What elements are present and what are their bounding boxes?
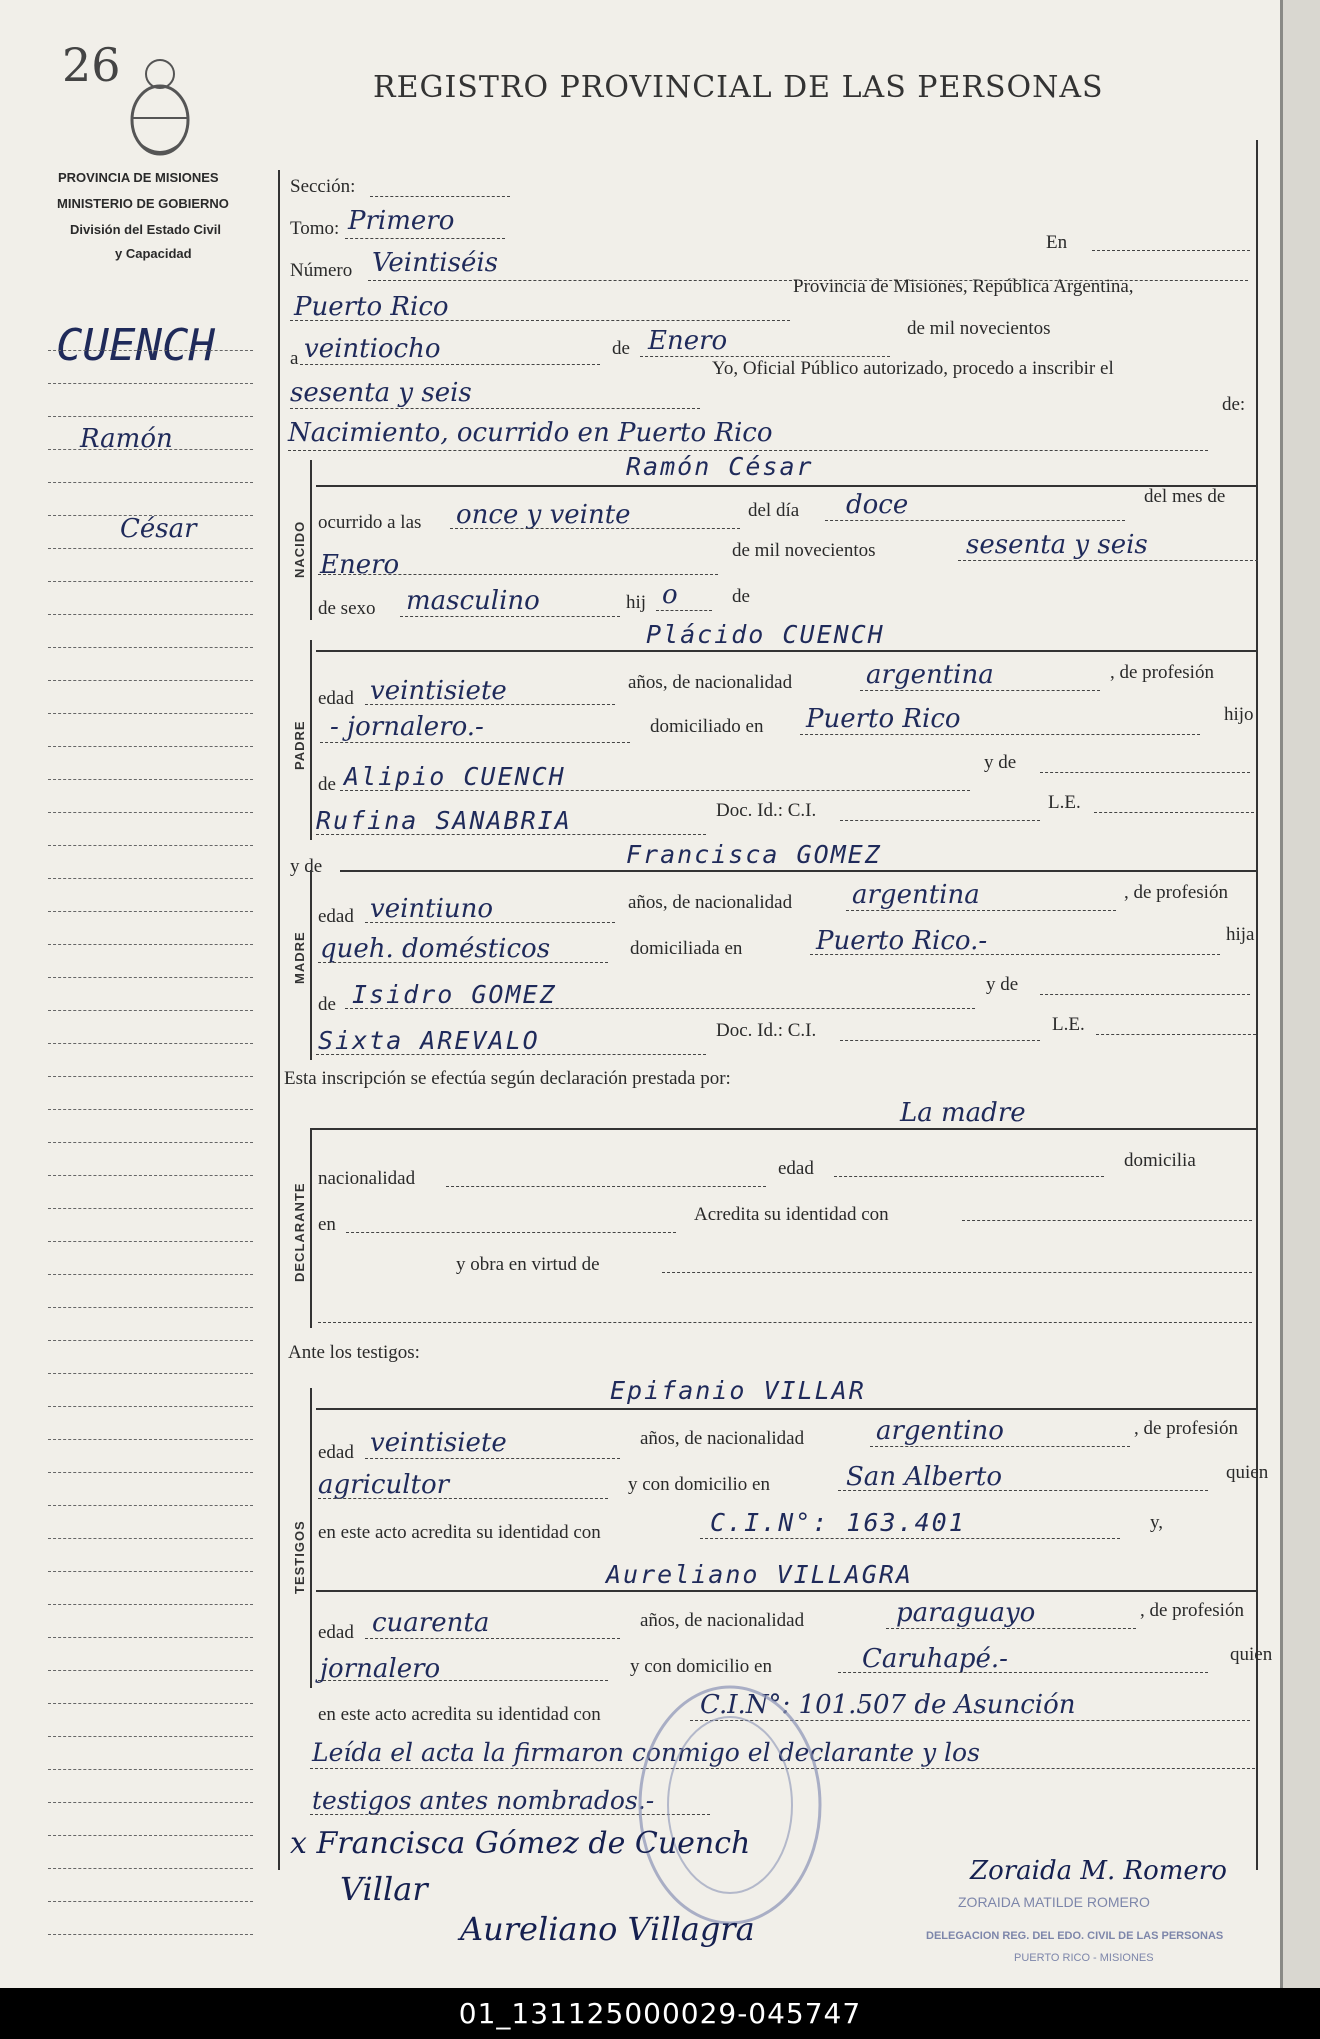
madre-y-de-label: y de — [290, 856, 323, 877]
margin-name-2: César — [120, 514, 197, 544]
org-line-1: PROVINCIA DE MISIONES — [58, 170, 219, 185]
de-colon: de: — [1222, 394, 1246, 415]
padre-de-label: de — [318, 774, 336, 795]
t2-prof: jornalero — [320, 1654, 441, 1684]
t1-y-label: y, — [1150, 1512, 1164, 1533]
page-number: 26 — [62, 38, 121, 92]
signature-oficial: Zoraida M. Romero — [970, 1856, 1227, 1886]
margin-rule — [48, 1307, 253, 1308]
testigo1-name: Epifanio VILLAR — [610, 1376, 866, 1405]
declaracion-text: Esta inscripción se efectúa según declaración prestada por: — [284, 1068, 731, 1089]
nacido-name: Ramón César — [626, 452, 814, 481]
margin-rule — [48, 1373, 253, 1374]
t1-edad-label: edad — [318, 1442, 354, 1463]
margin-rule — [48, 779, 253, 780]
margin-rule — [48, 350, 253, 351]
mes-value: Enero — [648, 326, 728, 356]
margin-rule — [48, 680, 253, 681]
padre-dom-label: domiciliado en — [650, 716, 764, 737]
t1-prof-label: , de profesión — [1134, 1418, 1238, 1439]
t1-dom-label: y con domicilio en — [628, 1474, 770, 1495]
signature-testigo-1: Villar — [340, 1870, 428, 1908]
hij-value: o — [662, 580, 678, 610]
padre-hijo-label: hijo — [1224, 704, 1254, 725]
obra-label: y obra en virtud de — [456, 1254, 600, 1275]
oficial-text: Yo, Oficial Público autorizado, procedo a inscribir el — [712, 358, 1114, 379]
testigo2-name: Aureliano VILLAGRA — [606, 1560, 913, 1589]
margin-rule — [48, 911, 253, 912]
section-madre-label: MADRE — [292, 931, 307, 984]
padre-le-label: L.E. — [1048, 792, 1081, 813]
margin-rule — [48, 416, 253, 417]
margin-rule — [48, 1340, 253, 1341]
margin-rule — [48, 1142, 253, 1143]
margin-rule — [48, 581, 253, 582]
madre-padre: Isidro GOMEZ — [352, 980, 557, 1009]
madre-de-label: de — [318, 994, 336, 1015]
margin-rule — [48, 845, 253, 846]
t2-acredita-label: en este acto acredita su identidad con — [318, 1704, 601, 1725]
t2-dom: Caruhapé.- — [862, 1644, 1008, 1674]
padre-y-de-label: y de — [984, 752, 1017, 773]
margin-rule — [48, 1076, 253, 1077]
margin-rule — [48, 614, 253, 615]
margin-rule — [48, 515, 253, 516]
margin-rule — [48, 383, 253, 384]
margin-rule — [48, 1934, 253, 1935]
margin-rule — [48, 878, 253, 879]
declarante-en-label: en — [318, 1214, 336, 1235]
stamp-official-name: ZORAIDA MATILDE ROMERO — [958, 1894, 1150, 1910]
margin-rule — [48, 1472, 253, 1473]
margin-rule — [48, 977, 253, 978]
margin-rule — [48, 1109, 253, 1110]
t1-nac-label: años, de nacionalidad — [640, 1428, 805, 1449]
signature-declarante: x Francisca Gómez de Cuench — [290, 1826, 751, 1861]
acto-value: Nacimiento, ocurrido en Puerto Rico — [288, 418, 773, 448]
madre-dom-label: domiciliada en — [630, 938, 743, 959]
del-dia-label: del día — [748, 500, 800, 521]
madre-dom: Puerto Rico.- — [816, 926, 988, 956]
madre-madre: Sixta AREVALO — [318, 1026, 540, 1055]
mil-nov-label: de mil novecientos — [732, 540, 876, 561]
padre-padre: Alipio CUENCH — [344, 762, 566, 791]
margin-rule — [48, 1010, 253, 1011]
image-caption: 01_131125000029-045747 — [0, 1988, 1320, 2039]
mes-nac-value: Enero — [320, 550, 400, 580]
margin-rule — [48, 1637, 253, 1638]
org-line-4: y Capacidad — [115, 246, 192, 261]
madre-edad-label: edad — [318, 906, 354, 927]
de-label: de — [612, 338, 630, 359]
padre-name: Plácido CUENCH — [646, 620, 885, 649]
margin-rule — [48, 1604, 253, 1605]
frame-right-rule — [1256, 140, 1258, 1870]
en-label: En — [1046, 232, 1068, 253]
anio-nac-value: sesenta y seis — [966, 530, 1148, 560]
margin-rule — [48, 1208, 253, 1209]
t1-edad: veintisiete — [370, 1428, 507, 1458]
margin-rule — [48, 1505, 253, 1506]
madre-nac-label: años, de nacionalidad — [628, 892, 793, 913]
signature-testigo-2: Aureliano Villagra — [460, 1910, 755, 1948]
madre-hija-label: hija — [1226, 924, 1255, 945]
margin-rule — [48, 746, 253, 747]
del-mes-label: del mes de — [1144, 486, 1226, 507]
a-label: a — [290, 348, 299, 369]
margin-rule — [48, 1439, 253, 1440]
t1-prof: agricultor — [318, 1470, 450, 1500]
tomo-value: Primero — [348, 206, 455, 236]
margin-rule — [48, 1274, 253, 1275]
declarante-value: La madre — [900, 1098, 1026, 1128]
margin-rule — [48, 1901, 253, 1902]
ocurrido-label: ocurrido a las — [318, 512, 422, 533]
madre-prof: queh. domésticos — [320, 934, 551, 964]
section-nacido-label: NACIDO — [292, 520, 307, 578]
org-line-2: MINISTERIO DE GOBIERNO — [57, 196, 229, 211]
padre-edad: veintisiete — [370, 676, 507, 706]
declarante-edad-label: edad — [778, 1158, 814, 1179]
section-declarante-label: DECLARANTE — [292, 1182, 307, 1282]
lugar-value: Puerto Rico — [294, 292, 449, 322]
margin-rule — [48, 1736, 253, 1737]
padre-doc-label: Doc. Id.: C.I. — [716, 800, 817, 821]
numero-value: Veintiséis — [372, 248, 498, 278]
sexo-value: masculino — [406, 586, 540, 616]
madre-doc-label: Doc. Id.: C.I. — [716, 1020, 817, 1041]
acredita-label: Acredita su identidad con — [694, 1204, 889, 1225]
margin-rule — [48, 647, 253, 648]
dia-value: veintiocho — [304, 334, 441, 364]
margin-rule — [48, 1670, 253, 1671]
margin-surname: CUENCH — [56, 320, 215, 371]
margin-rule — [48, 1571, 253, 1572]
binding-edge — [1280, 0, 1320, 1988]
margin-rule — [48, 944, 253, 945]
numero-label: Número — [290, 260, 353, 281]
t2-dom-label: y con domicilio en — [630, 1656, 772, 1677]
margin-rule — [48, 1802, 253, 1803]
margin-rule — [48, 1406, 253, 1407]
t2-doc: C.I.N°: 101.507 de Asunción — [700, 1690, 1076, 1720]
domicilia-label: domicilia — [1124, 1150, 1196, 1171]
sexo-label: de sexo — [318, 598, 376, 619]
margin-rule — [48, 1835, 253, 1836]
margin-rule — [48, 482, 253, 483]
official-seal-stamp — [630, 1680, 830, 1930]
margin-name-1: Ramón — [80, 424, 173, 454]
padre-nac-label: años, de nacionalidad — [628, 672, 793, 693]
section-padre-label: PADRE — [292, 720, 307, 770]
madre-name: Francisca GOMEZ — [626, 840, 882, 869]
document-title: REGISTRO PROVINCIAL DE LAS PERSONAS — [373, 70, 1104, 105]
provincia-text: Provincia de Misiones, República Argentina, — [793, 276, 1134, 297]
dia-nac-value: doce — [846, 490, 909, 520]
hora-value: once y veinte — [456, 500, 631, 530]
t2-edad-label: edad — [318, 1622, 354, 1643]
t1-doc: C.I.N°: 163.401 — [710, 1508, 966, 1537]
mil-text: de mil novecientos — [907, 318, 1051, 339]
hij-label: hij — [626, 592, 647, 613]
padre-prof: - jornalero.- — [330, 712, 484, 742]
t2-prof-label: , de profesión — [1140, 1600, 1244, 1621]
stamp-office: DELEGACION REG. DEL EDO. CIVIL DE LAS PERSONAS — [926, 1930, 1224, 1942]
testigos-label: Ante los testigos: — [288, 1342, 420, 1363]
anio-value: sesenta y seis — [290, 378, 472, 408]
margin-rule — [48, 1538, 253, 1539]
madre-prof-label: , de profesión — [1124, 882, 1228, 903]
margin-rule — [48, 449, 253, 450]
margin-rule — [48, 713, 253, 714]
t1-dom: San Alberto — [846, 1462, 1002, 1492]
madre-y-de-label-2: y de — [986, 974, 1019, 995]
margin-rule — [48, 548, 253, 549]
t1-acredita-label: en este acto acredita su identidad con — [318, 1522, 601, 1543]
margin-rule — [48, 812, 253, 813]
coat-of-arms-icon — [120, 52, 200, 162]
margin-rule — [48, 1703, 253, 1704]
t2-edad: cuarenta — [372, 1608, 490, 1638]
frame-left-rule — [278, 170, 280, 1870]
margin-rule — [48, 1175, 253, 1176]
tomo-label: Tomo: — [290, 218, 340, 239]
stamp-location: PUERTO RICO - MISIONES — [1014, 1952, 1154, 1964]
t2-nac-label: años, de nacionalidad — [640, 1610, 805, 1631]
t1-quien-label: quien — [1226, 1462, 1269, 1483]
padre-nac: argentina — [866, 660, 994, 690]
t2-quien-label: quien — [1230, 1644, 1273, 1665]
padre-prof-label: , de profesión — [1110, 662, 1214, 683]
section-testigos-label: TESTIGOS — [292, 1520, 307, 1594]
hij-de-label: de — [732, 586, 750, 607]
madre-le-label: L.E. — [1052, 1014, 1085, 1035]
t1-nac: argentino — [876, 1416, 1004, 1446]
margin-rule — [48, 1769, 253, 1770]
org-line-3: División del Estado Civil — [70, 222, 221, 237]
margin-rule — [48, 1241, 253, 1242]
padre-dom: Puerto Rico — [806, 704, 961, 734]
madre-edad: veintiuno — [370, 894, 494, 924]
closing-line-2: testigos antes nombrados.- — [312, 1786, 655, 1815]
madre-nac: argentina — [852, 880, 980, 910]
seccion-label: Sección: — [290, 176, 356, 197]
nacionalidad-label: nacionalidad — [318, 1168, 416, 1189]
padre-madre: Rufina SANABRIA — [316, 806, 572, 835]
margin-rule — [48, 1043, 253, 1044]
padre-edad-label: edad — [318, 688, 354, 709]
closing-line-1: Leída el acta la firmaron conmigo el declarante y los — [312, 1738, 980, 1767]
t2-nac: paraguayo — [896, 1598, 1036, 1628]
margin-rule — [48, 1868, 253, 1869]
